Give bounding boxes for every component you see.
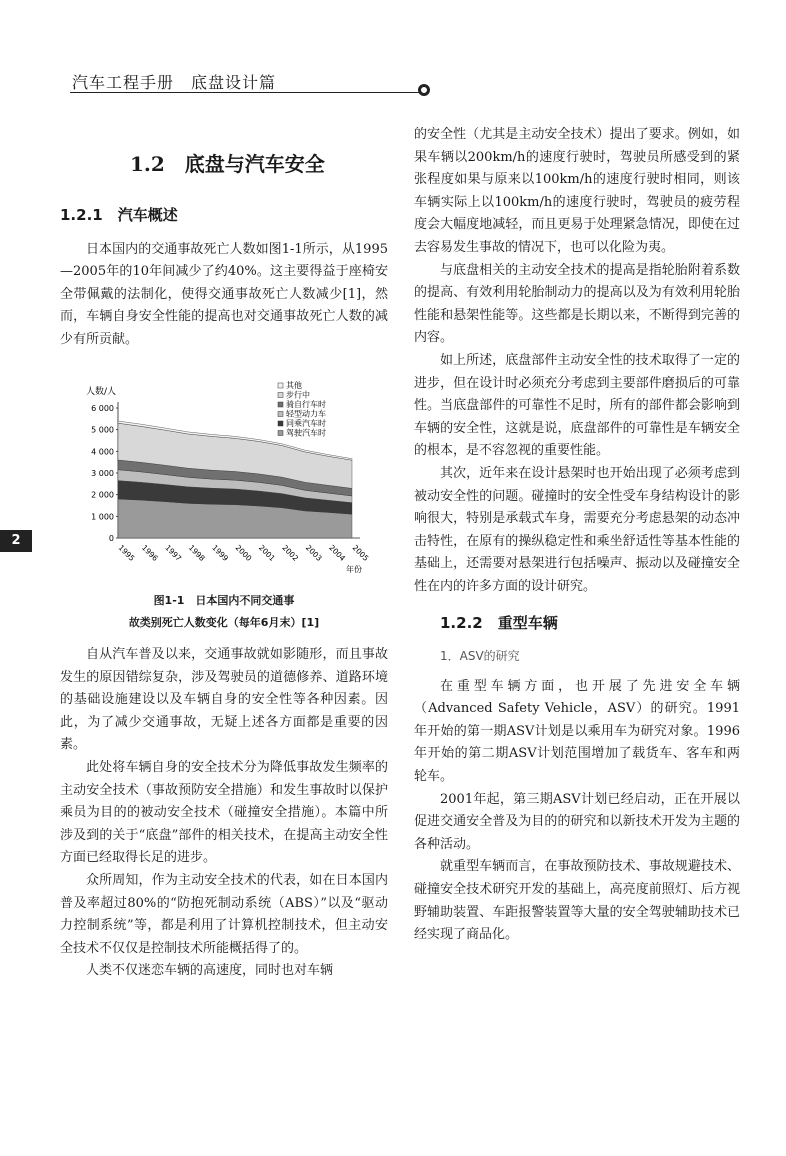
x-tick-label: 2004: [327, 543, 348, 563]
section-title: 1.2 底盘与汽车安全: [130, 152, 325, 176]
x-tick-label: 2003: [303, 543, 324, 563]
x-axis-label: 年份: [346, 565, 362, 574]
legend-swatch: [278, 383, 283, 388]
legend-swatch: [278, 393, 283, 398]
paragraph: 在重型车辆方面，也开展了先进安全车辆（Advanced Safety Vehicle，ASV）的研究。1991年开始的第一期ASV计划是以乘用车为研究对象。1996年开始的第二期ASV计划范围增加了载货车、客车和两轮车。: [414, 678, 740, 785]
paragraph: 自从汽车普及以来，交通事故就如影随形，而且事故发生的原因错综复杂，涉及驾驶员的道德修养、道路环境的基础设施建设以及车辆自身的安全性等各种因素。因此，为了减少交通事故，无疑上述各方面都是重要的因素。: [60, 647, 388, 753]
paragraph: 人类不仅迷恋车辆的高速度，同时也对车辆: [86, 963, 334, 979]
x-tick-label: 1997: [163, 543, 184, 563]
legend-swatch: [278, 431, 283, 436]
left-column-top: [60, 204, 388, 352]
subsection-title-2: 1.2.2 重型车辆: [440, 614, 558, 633]
legend-swatch: [278, 402, 283, 407]
x-tick-label: 2002: [280, 543, 301, 563]
legend-swatch: [278, 421, 283, 426]
legend-label: 同乘汽车时: [286, 419, 326, 428]
figure-caption-2: 故类别死亡人数变化（每年6月末）[1]: [128, 616, 320, 629]
x-tick-label: 1999: [210, 543, 231, 563]
header-ornament: [418, 84, 430, 96]
fatality-area-chart: [60, 380, 388, 580]
paragraph: 日本国内的交通事故死亡人数如图1-1所示，从1995—2005年的10年间减少了约40%。这主要得益于座椅安全带佩戴的法制化，使得交通事故死亡人数减少[1]，然而，车辆自身安全性能的提高也对交通事故死亡人数的减少有所贡献。: [60, 241, 388, 347]
paragraph: 此处将车辆自身的安全技术分为降低事故发生频率的主动安全技术（事故预防安全措施）和发生事故时以保护乘员为目的的被动安全技术（碰撞安全措施）。本篇中所涉及到的关于“底盘”部件的相关技术，在提高主动安全性方面已经取得长足的进步。: [60, 759, 388, 866]
legend-label: 骑自行车时: [286, 400, 326, 409]
x-tick-label: 2000: [233, 543, 254, 563]
x-tick-label: 1996: [139, 543, 160, 563]
legend-label: 轻型动力车: [286, 409, 326, 419]
header-rule: [70, 92, 422, 93]
left-column-bottom: [60, 644, 388, 983]
paragraph: 的安全性（尤其是主动安全技术）提出了要求。例如，如果车辆以200km/h的速度行驶时，驾驶员所感受到的紧张程度如果与原来以100km/h的速度行驶时相同，则该车辆实际上以100km/h的速度行驶时，驾驶员的疲劳程度会大幅度地减轻，而且更易于处理紧急情况，即使在过去容易发生事故的情况下，也可以化险为夷。: [414, 127, 740, 255]
paragraph: 2001年起，第三期ASV计划已经启动，正在开展以促进交通安全普及为目的的研究和以新技术开发为主题的各种活动。: [414, 791, 740, 852]
x-tick-label: 2001: [256, 543, 277, 563]
y-tick-label: 6 000: [91, 404, 114, 413]
running-header: 汽车工程手册 底盘设计篇: [72, 73, 277, 92]
x-tick-label: 1995: [116, 543, 137, 563]
x-tick-label: 2005: [350, 543, 371, 563]
right-column: [414, 124, 740, 947]
legend-label: 步行中: [286, 390, 310, 400]
y-tick-label: 4 000: [91, 447, 114, 457]
chapter-tab: 2: [0, 530, 32, 552]
figure-caption-1: 图1-1 日本国内不同交通事: [153, 594, 295, 607]
paragraph: 与底盘相关的主动安全技术的提高是指轮胎附着系数的提高、有效利用轮胎制动力的提高以及为有效利用轮胎性能和悬架性能等。这些都是长期以来，不断得到完善的内容。: [414, 262, 740, 346]
y-axis-label: 人数/人: [86, 387, 117, 397]
legend-label: 驾驶汽车时: [286, 428, 326, 438]
legend-swatch: [278, 412, 283, 417]
y-tick-label: 1 000: [91, 512, 114, 522]
y-tick-label: 2 000: [91, 490, 114, 500]
paragraph: 如上所述，底盘部件主动安全性的技术取得了一定的进步，但在设计时必须充分考虑到主要部件磨损后的可靠性。当底盘部件的可靠性不足时，所有的部件都会影响到车辆的安全性，这就是说，底盘部件的可靠性是车辆安全的根本，是不容忽视的重要性能。: [414, 352, 740, 459]
paragraph: 众所周知，作为主动安全技术的代表，如在日本国内普及率超过80%的“防抱死制动系统（ABS）”以及“驱动力控制系统”等，都是利用了计算机控制技术，但主动安全技术不仅仅是控制技术所能概括得了的。: [60, 872, 388, 956]
paragraph: 其次，近年来在设计悬架时也开始出现了必须考虑到被动安全性的问题。碰撞时的安全性受车身结构设计的影响很大，特别是承载式车身，需要充分考虑悬架的动态冲击特性，在原有的操纵稳定性和乘坐舒适性等基本性能的基础上，还需要对悬架进行包括噪声、振动以及碰撞安全性在内的许多方面的设计研究。: [414, 465, 740, 594]
y-tick-label: 5 000: [91, 425, 114, 435]
subsection-title-1: 1.2.1 汽车概述: [60, 206, 178, 224]
y-tick-label: 0: [108, 534, 114, 543]
subsubsection-title: 1．ASV的研究: [440, 649, 520, 664]
paragraph: 就重型车辆而言，在事故预防技术、事故规避技术、碰撞安全技术研究开发的基础上，高亮度前照灯、后方视野辅助装置、车距报警装置等大量的安全驾驶辅助技术已经实现了商品化。: [414, 859, 740, 943]
legend-label: 其他: [286, 381, 302, 390]
x-tick-label: 1998: [186, 543, 207, 563]
y-tick-label: 3 000: [91, 469, 114, 478]
